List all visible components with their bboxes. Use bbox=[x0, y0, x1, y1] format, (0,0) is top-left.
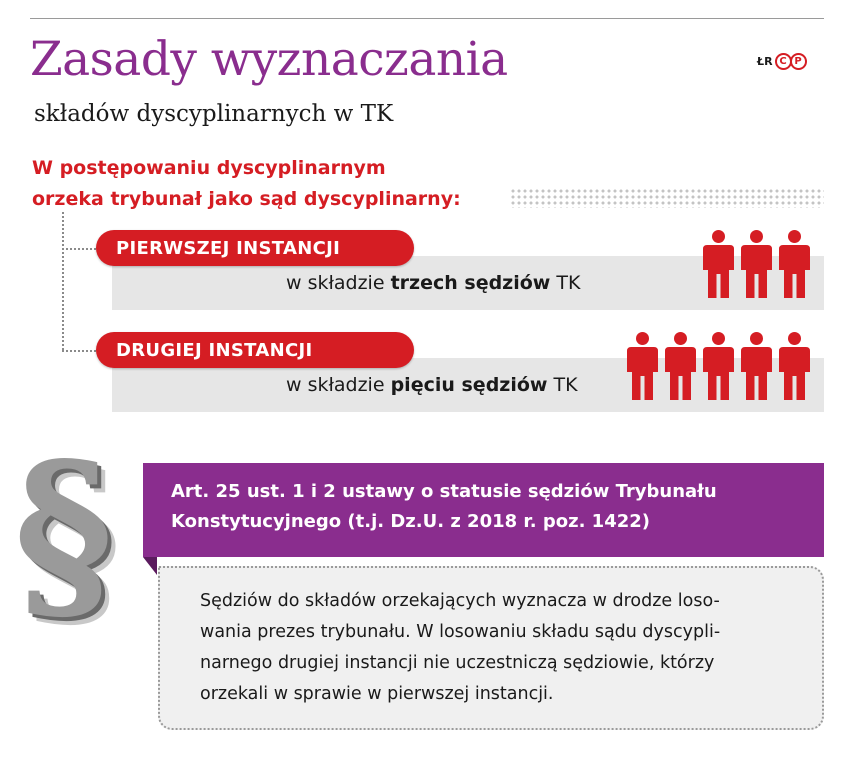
law-text-line: orzekali w sprawie w pierwszej instancji. bbox=[200, 684, 554, 704]
desc-suffix: TK bbox=[553, 374, 578, 396]
credit-author: ŁR bbox=[757, 55, 773, 68]
page-title: Zasady wyznaczania bbox=[30, 32, 508, 87]
logo-letter-p: P bbox=[790, 53, 807, 70]
connector-second bbox=[62, 350, 96, 352]
lead-line-1: W postępowaniu dyscyplinarnym bbox=[32, 157, 386, 179]
instance-row-first bbox=[96, 230, 824, 318]
instance-row-second bbox=[96, 332, 824, 420]
person-icon bbox=[741, 230, 772, 298]
person-icon bbox=[779, 332, 810, 400]
person-icon bbox=[703, 332, 734, 400]
instance-description-second bbox=[286, 374, 578, 396]
instance-description-first bbox=[286, 272, 580, 294]
connector-vertical bbox=[62, 212, 64, 350]
credit bbox=[757, 53, 807, 70]
law-text-line: Sędziów do składów orzekających wyznacza w drodze loso- bbox=[200, 591, 720, 611]
person-icon bbox=[665, 332, 696, 400]
law-text-line: narnego drugiej instancji nie uczestniczą sędziowie, którzy bbox=[200, 653, 715, 673]
lead-text bbox=[32, 153, 461, 215]
person-icon bbox=[779, 230, 810, 298]
dotted-band bbox=[510, 188, 824, 208]
ribbon-fold bbox=[143, 557, 157, 575]
desc-prefix: w składzie bbox=[286, 272, 385, 294]
page-subtitle: składów dyscyplinarnych w TK bbox=[34, 101, 394, 127]
law-reference-line-2: Konstytucyjnego (t.j. Dz.U. z 2018 r. poz. 1422) bbox=[171, 511, 650, 532]
judges-group-second bbox=[627, 332, 810, 400]
law-text-line: wania prezes trybunału. W losowaniu składu sądu dyscypli- bbox=[200, 622, 721, 642]
desc-bold: trzech sędziów bbox=[390, 272, 551, 294]
person-icon bbox=[703, 230, 734, 298]
desc-prefix: w składzie bbox=[286, 374, 385, 396]
law-text bbox=[200, 586, 800, 710]
judges-group-first bbox=[703, 230, 810, 298]
law-reference bbox=[143, 463, 824, 557]
person-icon bbox=[741, 332, 772, 400]
instance-label-first: PIERWSZEJ INSTANCJI bbox=[96, 230, 414, 266]
law-reference-line-1: Art. 25 ust. 1 i 2 ustawy o statusie sędziów Trybunału bbox=[171, 481, 717, 502]
top-rule bbox=[30, 18, 824, 19]
section-sign-icon: § bbox=[14, 421, 114, 644]
logo-letter-c: C bbox=[775, 53, 792, 70]
desc-suffix: TK bbox=[556, 272, 581, 294]
desc-bold: pięciu sędziów bbox=[390, 374, 548, 396]
publisher-logo bbox=[777, 53, 807, 70]
person-icon bbox=[627, 332, 658, 400]
instance-label-second: DRUGIEJ INSTANCJI bbox=[96, 332, 414, 368]
lead-line-2: orzeka trybunał jako sąd dyscyplinarny: bbox=[32, 188, 461, 210]
connector-first bbox=[62, 248, 96, 250]
